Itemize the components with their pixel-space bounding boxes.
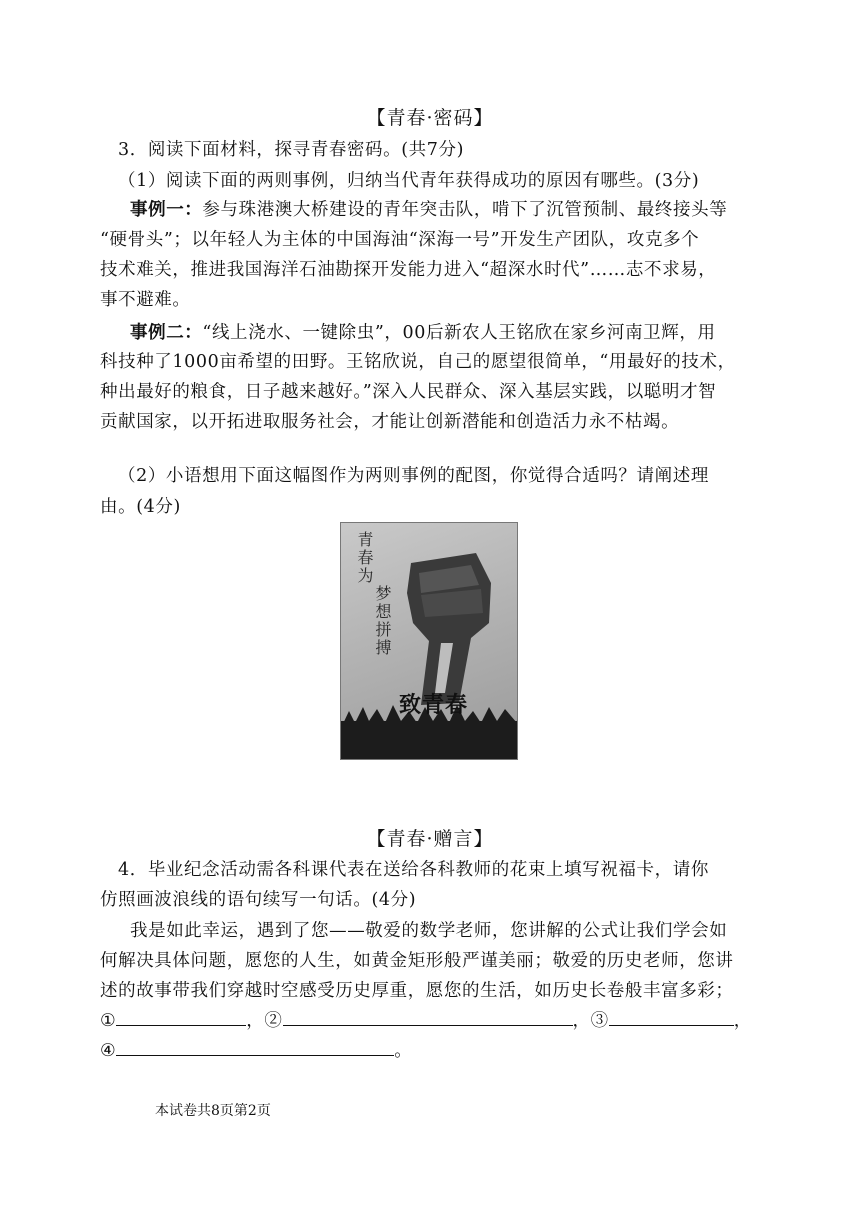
- example-1-text: 参与珠港澳大桥建设的青年突击队，啃下了沉管预制、最终接头等: [202, 200, 728, 220]
- question-4-line-1: 4．毕业纪念活动需各科课代表在送给各科教师的花束上填写祝福卡，请你: [118, 860, 709, 880]
- blank-2-marker: ②: [264, 1011, 283, 1031]
- answer-blanks-row-1: [100, 1007, 780, 1032]
- section-heading-youth-code: 【青春·密码】: [366, 107, 494, 129]
- comma: ，: [572, 1011, 591, 1031]
- example-2-line-1: [130, 319, 810, 344]
- example-2-line-3: 种出最好的粮食，日子越来越好。”深入人民群众、深入基层实践，以聪明才智: [100, 382, 717, 402]
- example-1-line-4: 事不避难。: [100, 290, 191, 310]
- blank-3-marker: ③: [590, 1011, 609, 1031]
- youth-poster-image: [340, 522, 518, 760]
- question-3-1: （1）阅读下面的两则事例，归纳当代青年获得成功的原因有哪些。(3分): [118, 171, 700, 191]
- question-4-line-2: 仿照画波浪线的语句续写一句话。(4分): [100, 890, 417, 910]
- page-footer: 本试卷共8页第2页: [155, 1103, 271, 1119]
- comma: ，: [246, 1011, 265, 1031]
- comma: ，: [733, 1011, 752, 1031]
- model-paragraph-line-1: 我是如此幸运，遇到了您——敬爱的数学老师，您讲解的公式让我们学会如: [130, 921, 728, 941]
- answer-blanks-row-2: [100, 1037, 780, 1062]
- example-2-label: 事例二：: [130, 323, 203, 343]
- example-2-line-4: 贡献国家，以开拓进取服务社会，才能让创新潜能和创造活力永不枯竭。: [100, 412, 680, 432]
- poster-slogan-col-1: 青春为: [355, 531, 374, 585]
- answer-blank-1[interactable]: [116, 1007, 246, 1026]
- example-1-label: 事例一：: [130, 200, 203, 220]
- section-heading-youth-message: 【青春·赠言】: [366, 828, 494, 850]
- example-1-line-3: 技术难关，推进我国海洋石油勘探开发能力进入“超深水时代”……志不求易，: [100, 260, 717, 280]
- example-1-line-2: “硬骨头”；以年轻人为主体的中国海油“深海一号”开发生产团队，攻克多个: [100, 230, 700, 250]
- example-2-line-2: 科技种了1000亩希望的田野。王铭欣说，自己的愿望很简单，“用最好的技术，: [100, 352, 736, 372]
- blank-4-marker: ④: [100, 1041, 117, 1061]
- period: 。: [394, 1041, 413, 1061]
- question-3-2-line-1: （2）小语想用下面这幅图作为两则事例的配图，你觉得合适吗？请阐述理: [118, 466, 709, 486]
- answer-blank-4[interactable]: [116, 1037, 394, 1056]
- answer-blank-3[interactable]: [609, 1007, 734, 1026]
- model-paragraph-line-2: 何解决具体问题，愿您的人生，如黄金矩形般严谨美丽；敬爱的历史老师，您讲: [100, 951, 734, 971]
- poster-bottom-title: 致青春: [399, 692, 469, 718]
- model-paragraph-line-3: 述的故事带我们穿越时空感受历史厚重，愿您的生活，如历史长卷般丰富多彩；: [100, 981, 734, 1001]
- question-3-2-line-2: 由。(4分): [100, 497, 181, 517]
- poster-slogan-col-2: 梦想拼搏: [373, 585, 392, 657]
- blank-1-marker: ①: [100, 1011, 117, 1031]
- question-3-title: 3．阅读下面材料，探寻青春密码。(共7分): [118, 140, 465, 160]
- example-1-line-1: [130, 196, 810, 221]
- example-2-text: “线上浇水、一键除虫”，00后新农人王铭欣在家乡河南卫辉，用: [202, 323, 716, 343]
- answer-blank-2[interactable]: [283, 1007, 573, 1026]
